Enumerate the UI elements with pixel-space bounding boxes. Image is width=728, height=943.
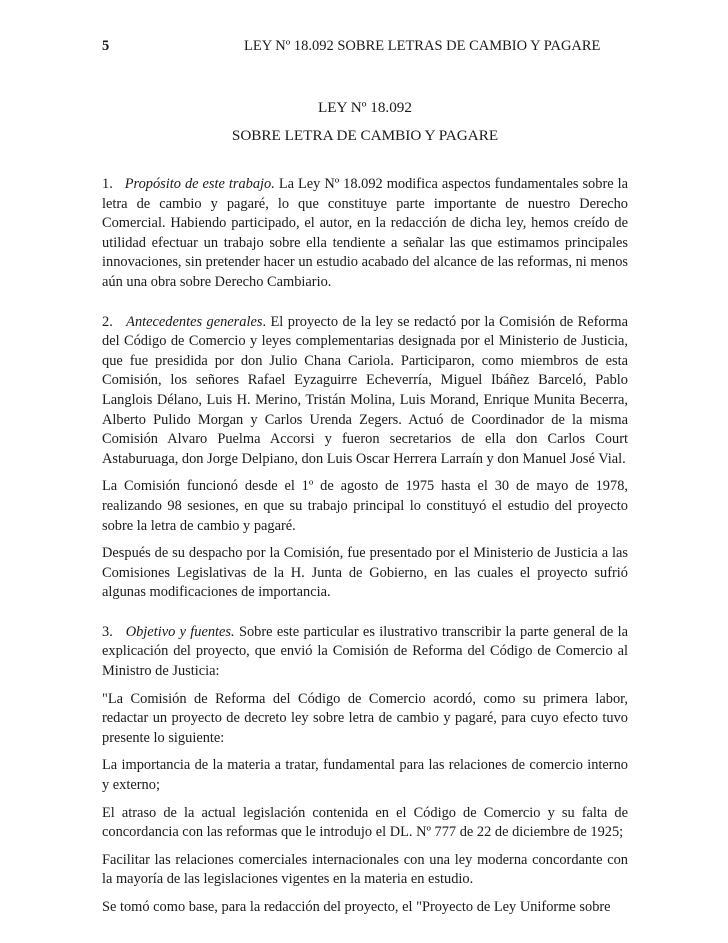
body-paragraph: El atraso de la actual legislación contenida en el Código de Comercio y su falta de concordancia con las reformas que le introdujo el DL. Nº 777 de 22 de diciembre de 1925; [102,804,628,841]
body-paragraph: La Comisión funcionó desde el 1º de agosto de 1975 hasta el 30 de mayo de 1978, realizando 98 sesiones, en que su trabajo principal lo constituyó el estudio del proyecto sobre la letra de cambio y pagaré. [102,478,628,534]
title-line-2: SOBRE LETRA DE CAMBIO Y PAGARE [231,127,499,144]
section-3-paragraph [102,623,628,682]
running-header-title: LEY Nº 18.092 SOBRE LETRAS DE CAMBIO Y PAGARE [244,38,601,54]
document-body [102,175,628,926]
section-2-heading: Antecedentes generales [126,313,263,330]
section-3-text: Sobre este particular es ilustrativo transcribir la parte general de la explicación del proyecto, que envió la Comisión de Reforma del Código de Comercio al Ministro de Justicia: [102,623,629,680]
section-1-heading: Propósito de este trabajo. [124,176,275,192]
body-paragraph: Facilitar las relaciones comerciales internacionales con una ley moderna concordante con la mayoría de las legislaciones vigentes en la materia en estudio. [102,851,628,888]
running-header [102,38,628,58]
body-paragraph: Se tomó como base, para la redacción del proyecto, el "Proyecto de Ley Uniforme sobre [102,899,611,915]
section-2-text: . El proyecto de la ley se redactó por la Comisión de Reforma del Código de Comercio y leyes complementarias designada por el Ministerio de Justicia, que fue presidida por don Julio Chana Cariola. Participaron, como miembros de esta Comisión, los señores Rafael Eyzaguirre Echeverría, Miguel Ibáñez Barceló, Pablo Langlois Délano, Luis H. Merino, Tristán Molina, Luis Morand, Enrique Munita Becerra, Alberto Pulido Morgan y Carlos Urenda Zegers. Actuó de Coordinador de la misma Comisión Alvaro Puelma Accorsi y fueron secretarios de ella don Carlos Court Astaburuaga, don Jorge Delpiano, don Luis Oscar Herrera Larraín y don Manuel José Vial. [102,313,628,467]
section-3-heading: Objetivo y fuentes. [125,623,235,640]
page-number: 5 [102,38,110,54]
section-3-number: 3. [102,623,113,640]
section-2-paragraph [102,313,628,470]
document-title [102,94,628,150]
section-1-paragraph [102,175,628,293]
section-2-number: 2. [102,313,113,330]
section-1-text: La Ley Nº 18.092 modifica aspectos fundamentales sobre la letra de cambio y pagaré, lo que constituye parte importante de nuestro Derecho Comercial. Habiendo participado, el autor, en la redacción de dicha ley, hemos creído de utilidad efectuar un trabajo sobre ella tendiente a señalar las que estimamos principales innovaciones, sin pretender hacer un estudio acabado del alcance de las reformas, ni menos aún una obra sobre Derecho Cambiario. [102,176,628,290]
section-1-number: 1. [102,176,113,192]
body-paragraph: La importancia de la materia a tratar, fundamental para las relaciones de comercio interno y externo; [102,757,628,794]
body-paragraph: "La Comisión de Reforma del Código de Comercio acordó, como su primera labor, redactar un proyecto de decreto ley sobre letra de cambio y pagaré, para cuyo efecto tuvo presente lo siguiente: [102,690,628,746]
body-paragraph: Después de su despacho por la Comisión, fue presentado por el Ministerio de Justicia a las Comisiones Legislativas de la H. Junta de Gobierno, en las cuales el proyecto sufrió algunas modificaciones de importancia. [102,545,628,601]
title-line-1: LEY Nº 18.092 [318,99,412,116]
